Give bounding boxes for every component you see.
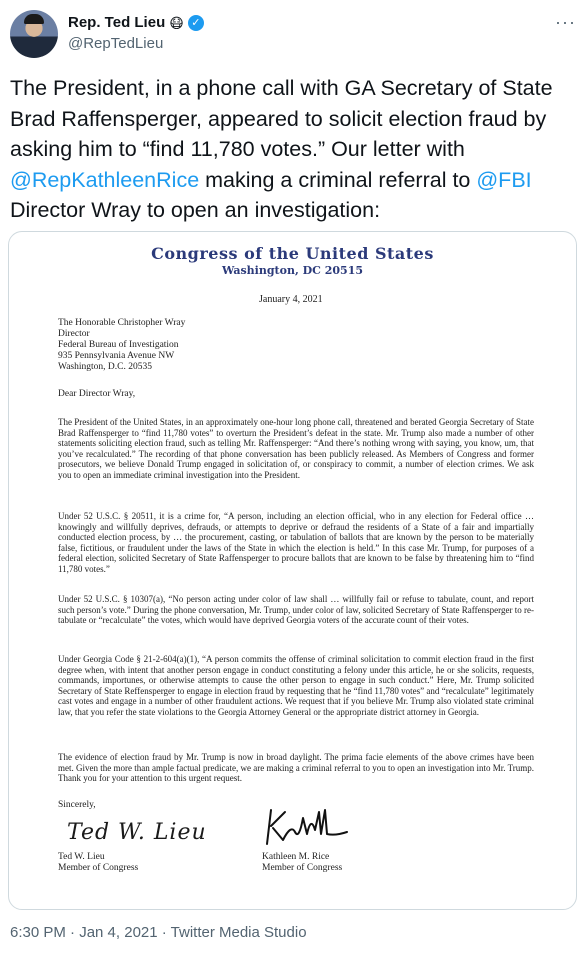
tweet-text-part-2: making a criminal referral to	[199, 167, 477, 192]
attached-letter-image[interactable]	[8, 231, 577, 910]
letter-paragraph: The President of the United States, in an approximately one-hour long phone call, threatened and berated Georgia Secretary of State Brad Raffensperger to “find 11,780 votes” to overturn the President’s defeat in the state. Mr. Trump also made a number of other statements soliciting election fraud, such as telling Mr. Raffensperger: “And there’s nothing wrong with saying, you know, um, that you’ve recalculated.” The recording of that phone conversation has been publicly released. As Members of Congress and former prosecutors, we believe Donald Trump engaged in solicitation of, or conspiracy to commit, a number of election crimes. We ask you to open an immediate criminal investigation into the President.	[58, 417, 534, 480]
mention-link-repkathleenrice[interactable]: @RepKathleenRice	[10, 167, 200, 192]
letter-paragraph: Under Georgia Code § 21-2-604(a)(1), “A person commits the offense of criminal solicitation to commit election fraud in the first degree when, with intent that another person engage in conduct constituting a felony under this article, he or she solicits, requests, commands, importunes, or otherwise attempts to cause the other person to engage in such conduct.” Here, Mr. Trump solicited Secretary of State Reffensperger to engage in election fraud by requesting that he “find 11,780 votes” and “recalculate” legitimately cast votes and engage in a number of other fraudulent actions. We request that if you believe Mr. Trump also violated state criminal law, that you refer the state violations to the Georgia Attorney General or the appropriate district attorney in Georgia.	[58, 654, 534, 717]
face-mask-emoji-icon: 😷	[169, 14, 184, 31]
more-options-icon[interactable]: ···	[555, 12, 576, 32]
letter-document	[9, 232, 576, 909]
verified-badge-icon: ✓	[188, 15, 204, 31]
tweet-text	[10, 73, 580, 226]
author-name-row	[68, 14, 204, 31]
address-line: Federal Bureau of Investigation	[58, 340, 179, 350]
author-handle[interactable]: @RepTedLieu	[68, 35, 164, 52]
mention-link-fbi[interactable]: @FBI	[476, 167, 532, 192]
address-line: 935 Pennsylvania Avenue NW	[58, 351, 175, 361]
letter-date: January 4, 2021	[259, 294, 323, 305]
letter-closing: Sincerely,	[58, 800, 96, 810]
letter-greeting: Dear Director Wray,	[58, 389, 136, 399]
letterhead-title: Congress of the United States	[151, 244, 434, 263]
letter-paragraph: Under 52 U.S.C. § 10307(a), “No person acting under color of law shall … willfully fail or refuse to tabulate, count, and report such person’s vote.” During the phone conversation, Mr. Trump, under color of law, solicited Secretary of State Raffensperger to re-tabulate or “recalculate” the votes, which would have deprived Georgia voters of the accurate count of their votes.	[58, 594, 534, 625]
signer-1-block	[58, 852, 138, 874]
tweet-header	[10, 10, 576, 58]
signer-2-name: Kathleen M. Rice	[262, 852, 330, 862]
avatar[interactable]	[10, 10, 58, 58]
signer-1-name: Ted W. Lieu	[58, 852, 105, 862]
address-line: Director	[58, 329, 90, 339]
signer-2-title: Member of Congress	[262, 863, 343, 873]
tweet-timestamp-source[interactable]: 6:30 PM · Jan 4, 2021 · Twitter Media Studio	[10, 924, 307, 941]
signature-kathleen-rice	[261, 804, 351, 848]
signature-ted-lieu: Ted W. Lieu	[67, 820, 207, 845]
letter-paragraph: Under 52 U.S.C. § 20511, it is a crime for, “A person, including an election official, who in any election for Federal office … knowingly and willfully deprives, defrauds, or attempts to deprive or defraud the residents of a State of a fair and impartially conducted election process, by … the procurement, casting, or tabulation of ballots that are known by the person to be materially false, fictitious, or fraudulent under the laws of the State in which the election is held.” In this case Mr. Trump, for purposes of a federal election, solicited Secretary of State Raffensperger to procure ballots that are known to be false by threatening him to “find 11,780 votes.”	[58, 511, 534, 574]
letterhead-subtitle: Washington, DC 20515	[221, 264, 364, 277]
signer-1-title: Member of Congress	[58, 863, 139, 873]
address-line: The Honorable Christopher Wray	[58, 318, 186, 328]
signer-2-block	[262, 852, 342, 874]
display-name[interactable]: Rep. Ted Lieu	[68, 14, 166, 31]
address-line: Washington, D.C. 20535	[58, 362, 152, 372]
letter-paragraph: The evidence of election fraud by Mr. Trump is now in broad daylight. The prima facie elements of the above crimes have been met. Given the more than ample factual predicate, we are making a criminal referral to you to open an investigation into Mr. Trump. Thank you for your attention to this urgent request.	[58, 752, 534, 783]
recipient-address	[58, 318, 185, 373]
tweet-text-part-3: Director Wray to open an investigation:	[10, 198, 381, 222]
tweet-text-part-1: The President, in a phone call with GA Secretary of State Brad Raffensperger, appeared to solicit election fraud by asking him to “find 11,780 votes.” Our letter with	[10, 76, 553, 161]
